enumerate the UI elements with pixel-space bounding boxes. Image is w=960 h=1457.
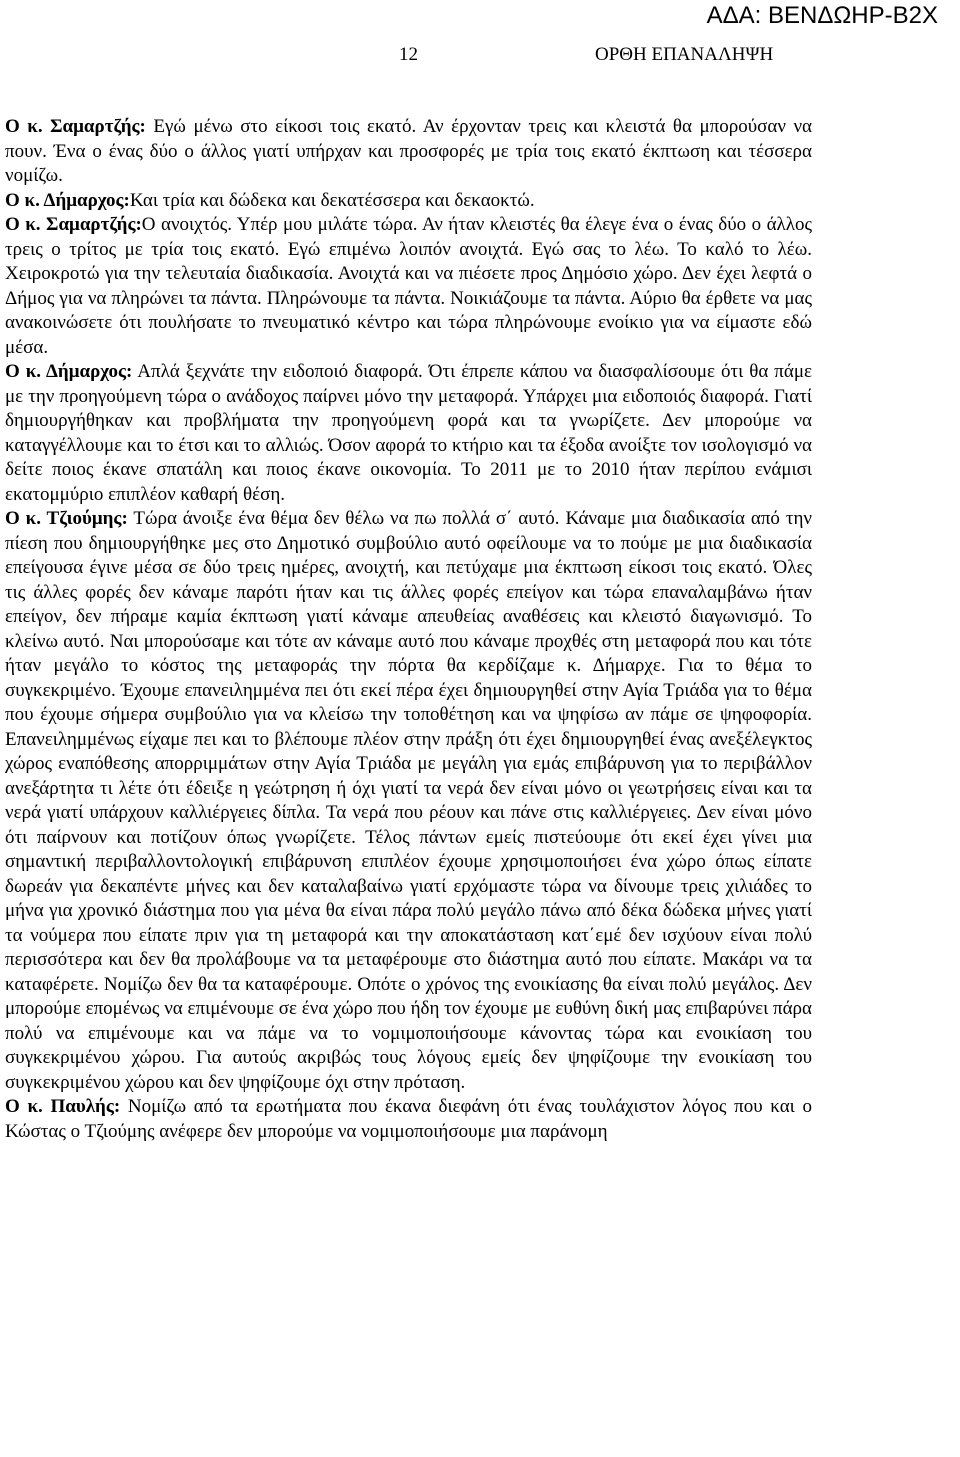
- paragraph: [5, 189, 812, 214]
- paragraph: [5, 115, 812, 189]
- speaker-label: Ο κ. Σαμαρτζής:: [5, 214, 142, 235]
- paragraph: [5, 1095, 812, 1144]
- paragraph-text: Ο ανοιχτός. Υπέρ μου μιλάτε τώρα. Αν ήταν κλειστές θα έλεγε ένα ο ένας δύο ο άλλος τρεις ο τρίτος με τρία τοις εκατό. Εγώ επιμένω λοιπόν ανοιχτά. Εγώ σας το λέω. Το καλό το λέω. Χειροκροτώ για την τελευταία διαδικασία. Ανοιχτά και να πιέσετε προς Δημόσιο χώρο. Δεν έχει λεφτά ο Δήμος για να πληρώνει τα πάντα. Πληρώνουμε τα πάντα. Νοικιάζουμε τα πάντα. Αύριο θα έρθετε να μας ανακοινώσετε ότι πουλήσατε το πνευματικό κέντρο και τώρα πληρώνουμε ενοίκιο για να είμαστε εδώ μέσα.: [5, 214, 812, 358]
- paragraph-text: Νομίζω από τα ερωτήματα που έκανα διεφάνη ότι ένας τουλάχιστον λόγος που και ο Κώστας ο Τζιούμης ανέφερε δεν μπορούμε να νομιμοποιήσουμε μια παράνομη: [5, 1096, 812, 1142]
- paragraph: [5, 507, 812, 1095]
- paragraph: [5, 213, 812, 360]
- speaker-label: Ο κ. Σαμαρτζής:: [5, 116, 146, 137]
- paragraph-text: Απλά ξεχνάτε την ειδοποιό διαφορά. Ότι έπρεπε κάπου να διασφαλίσουμε ότι θα πάμε με την προηγούμενη τώρα ο ανάδοχος παίρνει μόνο την μεταφορά. Υπάρχει μια ειδοποιός διαφορά. Γιατί δημιουργήθηκαν και προβλήματα την προηγούμενη φορά και τα γνωρίζετε. Δεν μπορούμε να καταγγέλλουμε και το έτσι και το αλλιώς. Όσον αφορά το κτήριο και τα έξοδα ανοίξτε τον ισολογισμό να δείτε ποιος έκανε σπατάλη και ποιος έκανε οικονομία. Το 2011 με το 2010 ήταν περίπου ενάμισι εκατομμύριο επιπλέον καθαρή θέση.: [5, 361, 812, 505]
- speaker-label: Ο κ. Δήμαρχος:: [5, 189, 130, 211]
- document-body: [5, 115, 812, 1144]
- speaker-label: Ο κ. Παυλής:: [5, 1096, 121, 1117]
- paragraph: [5, 360, 812, 507]
- paragraph-text: Τώρα άνοιξε ένα θέμα δεν θέλω να πω πολλά σ΄ αυτό. Κάναμε μια διαδικασία από την πίεση που δημιουργήθηκε μες στο Δημοτικό συμβούλιο αυτό οφείλουμε να το πούμε με μια διαδικασία επείγουσα έγινε μέσα σε δύο τρεις ημέρες, ανοιχτή, και πετύχαμε μια έκπτωση είκοσι τοις εκατό. Όλες τις άλλες φορές δεν κάναμε παρότι ήταν και τις άλλες φορές επείγον και τώρα επαναλαμβάνω ήταν επείγον, δεν πήραμε καμία έκπτωση γιατί κάναμε απευθείας αναθέσεις και κλειστό διαγωνισμό. Το κλείνω αυτό. Ναι μπορούσαμε και τότε αν κάναμε αυτό που κάναμε προχθές στη μεταφορά που και τότε ήταν μεγάλο το κόστος της μεταφοράς την πόρτα θα κερδίζαμε κ. Δήμαρχε. Για το θέμα το συγκεκριμένο. Έχουμε επανειλημμένα πει ότι εκεί πέρα έχει δημιουργηθεί στην Αγία Τριάδα για το θέμα που έχουμε σήμερα συμβούλιο για να κλείσω την τοποθέτηση και να ψηφίσω αν πάμε σε ψηφοφορία. Επανειλημμένως είχαμε πει και το βλέπουμε πλέον στην πράξη ότι έχει δημιουργηθεί ένας ανεξέλεγκτος χώρος εναπόθεσης απορριμμάτων στην Αγία Τριάδα με μεγάλη για εμάς επιβάρυνση για το περιβάλλον ανεξάρτητα τι λέτε ότι έδειξε η γεώτρηση ή όχι γιατί τα νερά δεν είναι μόνο οι γεωτρήσεις είναι και τα νερά γιατί υπάρχουν καλλιέργειες δίπλα. Τα νερά που ρέουν και πάνε στις καλλιέργειες. Δεν είναι μόνο ότι παίρνουν και ποτίζουν όπως γνωρίζετε. Τέλος πάντων εμείς πιστεύουμε ότι εκεί έχει γίνει μια σημαντική περιβαλλοντολογική επιβάρυνση επιπλέον έχουμε χρησιμοποιήσει ένα χώρο όπως είπατε δωρεάν για δεκαπέντε μήνες και δεν καταλαβαίνω γιατί ερχόμαστε τώρα να δίνουμε τρεις χιλιάδες το μήνα για χρονικό διάστημα που για μένα θα είναι πάρα πολύ μεγάλο πάνω από δέκα δώδεκα μήνες γιατί τα νούμερα που είπατε πριν για τη μεταφορά και την αποκατάσταση κατ΄εμέ δεν ισχύουν είναι πολύ περισσότερα και δεν θα προλάβουμε να τα μεταφέρουμε στο διάστημα αυτό που είπατε. Μακάρι να τα καταφέρετε. Νομίζω δεν θα τα καταφέρουμε. Οπότε ο χρόνος της ενοικίασης θα είναι πολύ μεγάλος. Δεν μπορούμε επομένως να επιμένουμε σε ένα χώρο που ήδη τον έχουμε με ευθύνη δική μας επιβαρύνει πάρα πολύ να επιμένουμε και να πάμε να το νομιμοποιήσουμε κάνοντας τώρα και ενοικίαση του συγκεκριμένου χώρου. Για αυτούς ακριβώς τους λόγους εμείς δεν ψηφίζουμε την ενοικίαση του συγκεκριμένου χώρου και δεν ψηφίζουμε όχι στην πρόταση.: [5, 508, 812, 1093]
- document-code: ΑΔΑ: ΒΕΝΔΩΗΡ-Β2Χ: [706, 2, 938, 29]
- speaker-label: Ο κ. Δήμαρχος:: [5, 361, 133, 382]
- paragraph-text: Εγώ μένω στο είκοσι τοις εκατό. Αν έρχονταν τρεις και κλειστά θα μπορούσαν να πουν. Ένα ο ένας δύο ο άλλος γιατί υπήρχαν και προσφορές με τρία τοις εκατό έκπτωση και τέσσερα νομίζω.: [5, 116, 812, 186]
- header-title: ΟΡΘΗ ΕΠΑΝΑΛΗΨΗ: [595, 44, 774, 65]
- page-number: 12: [399, 44, 418, 65]
- speaker-label: Ο κ. Τζιούμης:: [5, 508, 128, 529]
- paragraph-text: Και τρία και δώδεκα και δεκατέσσερα και δεκαοκτώ.: [129, 189, 535, 211]
